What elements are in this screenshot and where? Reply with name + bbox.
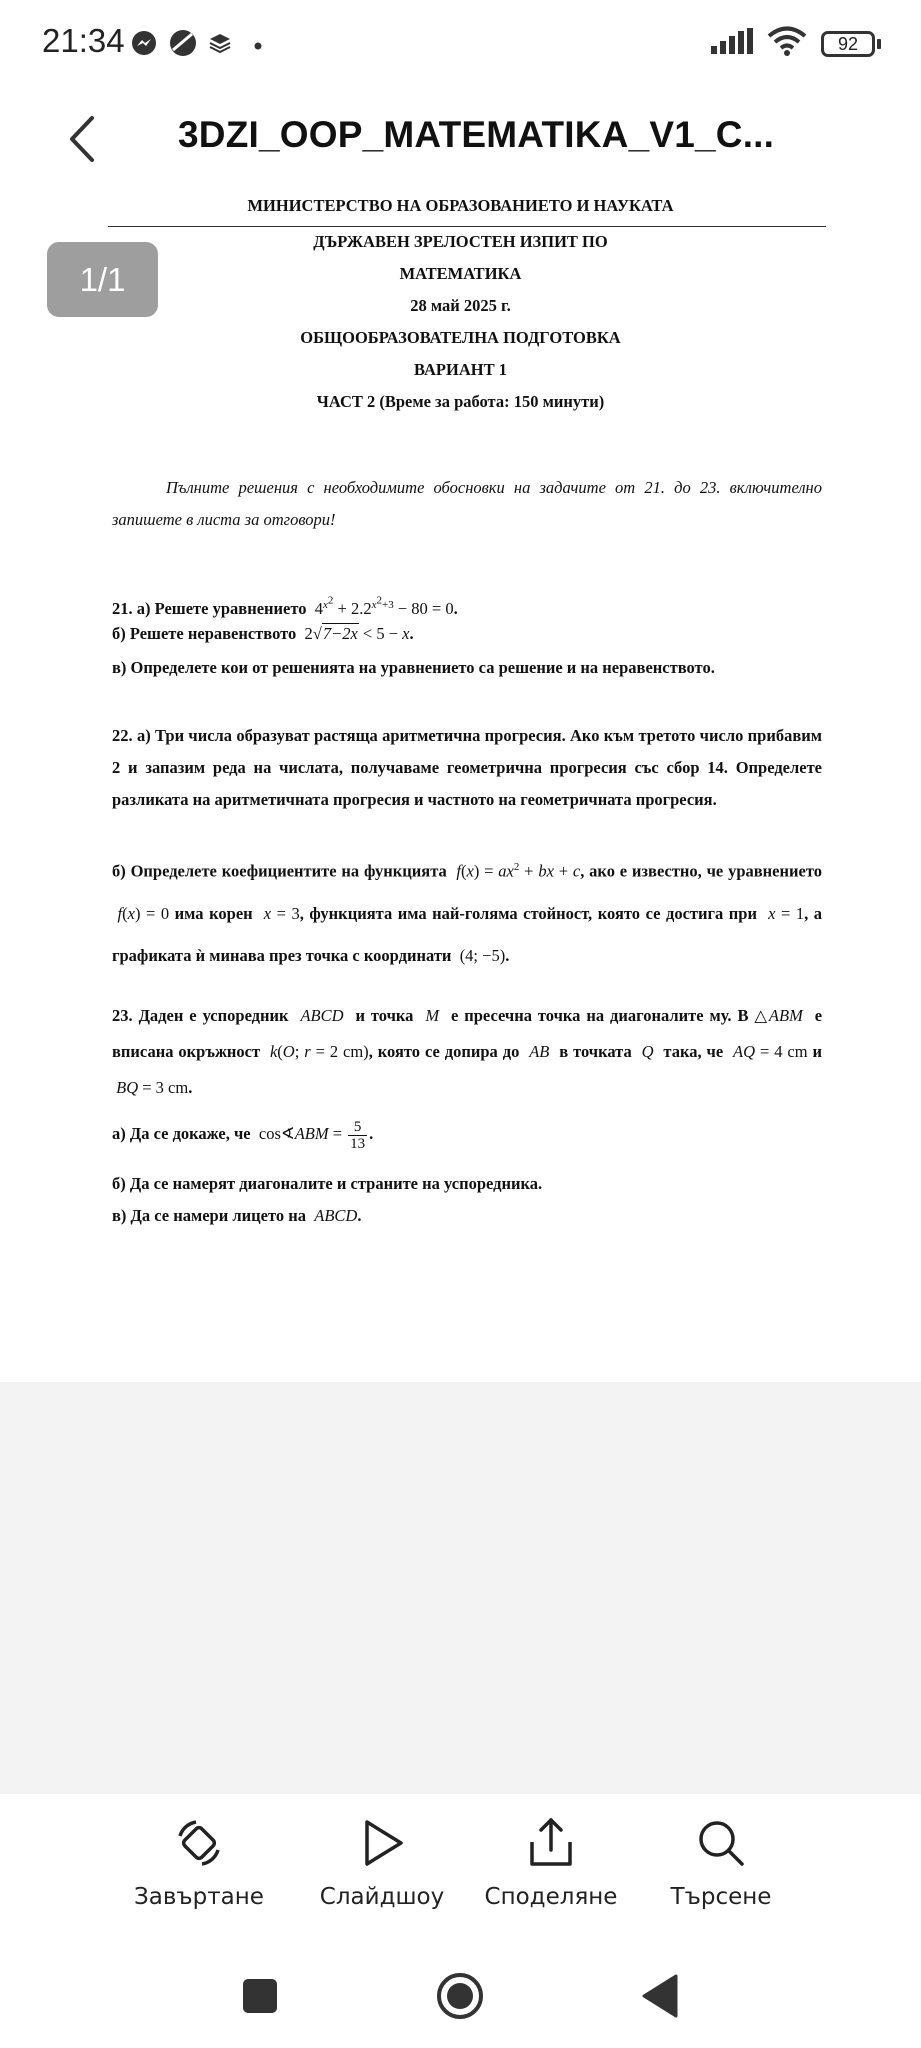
q23-text-3: е пресечна точка на диагоналите му. В	[450, 1006, 749, 1025]
home-button[interactable]	[430, 1966, 490, 2026]
battery-level: 92	[821, 31, 875, 57]
q23-text-2: и точка	[355, 1006, 414, 1025]
signal-icon	[711, 28, 753, 59]
fraction-5-13: $\frac{5}{13}$	[350, 1118, 366, 1152]
q23-text-5: , която се допира до	[368, 1042, 520, 1061]
layers-icon	[208, 31, 232, 60]
q23-b: б) Да се намерят диагоналите и страните на успоредника.	[112, 1174, 543, 1193]
q22-b-text-5: , а графиката ѝ минава през точка с координати	[112, 903, 823, 965]
chevron-left-icon	[62, 114, 102, 164]
ministry-heading: МИНИСТЕРСТВО НА ОБРАЗОВАНИЕТО И НАУКАТА	[247, 196, 674, 215]
exam-date: 28 май 2025 г.	[410, 296, 511, 315]
q22-a: 22. а) Три числа образуват растяща аритметична прогресия. Ако към третото число прибавим 2 и запазим реда на числата, получаваме геометрична прогресия със сбор 14. Определете разликата на аритметичната прогресия и частното на геометричната прогресия.	[112, 726, 822, 809]
system-icons	[711, 26, 881, 61]
triangle-back-icon	[630, 1966, 690, 2026]
messenger-icon	[130, 29, 158, 62]
back-button[interactable]	[62, 114, 102, 164]
q21-b-text: б) Решете неравенството	[112, 624, 297, 643]
share-label: Споделяне	[484, 1884, 618, 1910]
q21-a: 21. а) Решете уравнението $4^{x^2} + 2.2^{x^2+3} - 80 = 0$.	[112, 594, 458, 619]
bottom-toolbar	[0, 1794, 921, 1944]
notification-icons	[130, 28, 262, 63]
viewer-background	[0, 1382, 921, 1794]
app-icon	[168, 28, 198, 63]
app-header	[0, 100, 921, 180]
document-title: 3DZI_OOP_MATEMATIKA_V1_C...	[178, 114, 775, 155]
rotate-icon	[172, 1816, 226, 1870]
play-icon	[355, 1816, 409, 1870]
q23-a: а) Да се докаже, че cos∢ABM = $\frac{5}{13}$ .	[112, 1118, 374, 1152]
q23-text-1: 23. Даден е успоредник	[112, 1006, 289, 1025]
system-nav-bar	[0, 1944, 921, 2048]
back-nav-button[interactable]	[630, 1966, 690, 2026]
q23-a-text: а) Да се докаже, че	[112, 1124, 251, 1143]
q21-b: б) Решете неравенството 2√7−2x < 5 − x.	[112, 624, 414, 643]
q22-b: б) Определете коефициентите на функцията $f(x) = ax^2$ + bx + c, ако е известно, че уравнението f(x) = 0 има корен x = 3, функцията има най-голяма стойност, която се достига при x = 1, а графиката ѝ минава през точка с координати (4; −5).	[112, 861, 823, 965]
q22-b-text-2: , ако е известно, че уравнението	[580, 861, 822, 881]
header-divider	[108, 226, 826, 227]
home-icon	[430, 1966, 490, 2026]
share-icon	[524, 1816, 578, 1870]
q23-c-text: в) Да се намери лицето на	[112, 1206, 306, 1225]
status-bar	[0, 0, 921, 90]
share-button[interactable]	[466, 1816, 636, 1910]
q21-equation: $4^{x^2} + 2.2^{x^2+3} - 80 = 0$	[310, 594, 454, 619]
page-indicator: 1/1	[47, 242, 158, 317]
battery-icon	[821, 31, 881, 57]
search-button[interactable]	[636, 1816, 806, 1910]
recents-button[interactable]	[230, 1966, 290, 2026]
q21-inequality: 2√7−2x < 5 − x	[300, 624, 410, 643]
part-heading: ЧАСТ 2 (Време за работа: 150 минути)	[316, 392, 605, 411]
subject-heading: МАТЕМАТИКА	[399, 264, 522, 283]
dot-icon	[254, 37, 262, 55]
rotate-button[interactable]	[114, 1816, 284, 1910]
level-heading: ОБЩООБРАЗОВАТЕЛНА ПОДГОТОВКА	[300, 328, 621, 347]
search-label: Търсене	[670, 1884, 772, 1910]
instructions: Пълните решения с необходимите обосновки на задачите от 21. до 23. включително запишете в листа за отговори!	[112, 478, 822, 529]
slideshow-label: Слайдшоу	[319, 1884, 445, 1910]
q23-text-8: и	[812, 1042, 823, 1061]
q22-b-text-3: има корен	[174, 903, 253, 923]
square-icon	[230, 1966, 290, 2026]
search-icon	[694, 1816, 748, 1870]
q22-function: f	[451, 861, 461, 881]
rotate-label: Завъртане	[134, 1884, 264, 1910]
status-time: 21:34	[42, 22, 125, 59]
q23-intro: 23. Даден е успоредник ABCD и точка M е пресечна точка на диагоналите му. В △ABM е вписана окръжност k(O; r = 2 cm), която се допира до AB в точката Q така, че AQ = 4 cm и BQ = 3 cm.	[112, 1006, 823, 1097]
q21-c: в) Определете кои от решенията на уравнението са решение и на неравенството.	[112, 658, 715, 677]
exam-heading: ДЪРЖАВЕН ЗРЕЛОСТЕН ИЗПИТ ПО	[313, 232, 608, 251]
q22-b-text-1: б) Определете коефициентите на функцията	[112, 861, 447, 881]
wifi-icon	[767, 26, 807, 61]
slideshow-button[interactable]	[297, 1816, 467, 1910]
q23-c: в) Да се намери лицето на ABCD.	[112, 1206, 362, 1225]
q23-text-4: е вписана окръжност	[112, 1006, 823, 1061]
document-page[interactable]	[0, 190, 921, 1380]
q21-a-text: 21. а) Решете уравнението	[112, 599, 307, 619]
q22-b-text-4: , функцията има най-голяма стойност, която се достига при	[299, 903, 757, 923]
variant-heading: ВАРИАНТ 1	[414, 360, 507, 379]
q23-text-6: в точката	[559, 1042, 632, 1061]
q23-text-7: така, че	[663, 1042, 724, 1061]
